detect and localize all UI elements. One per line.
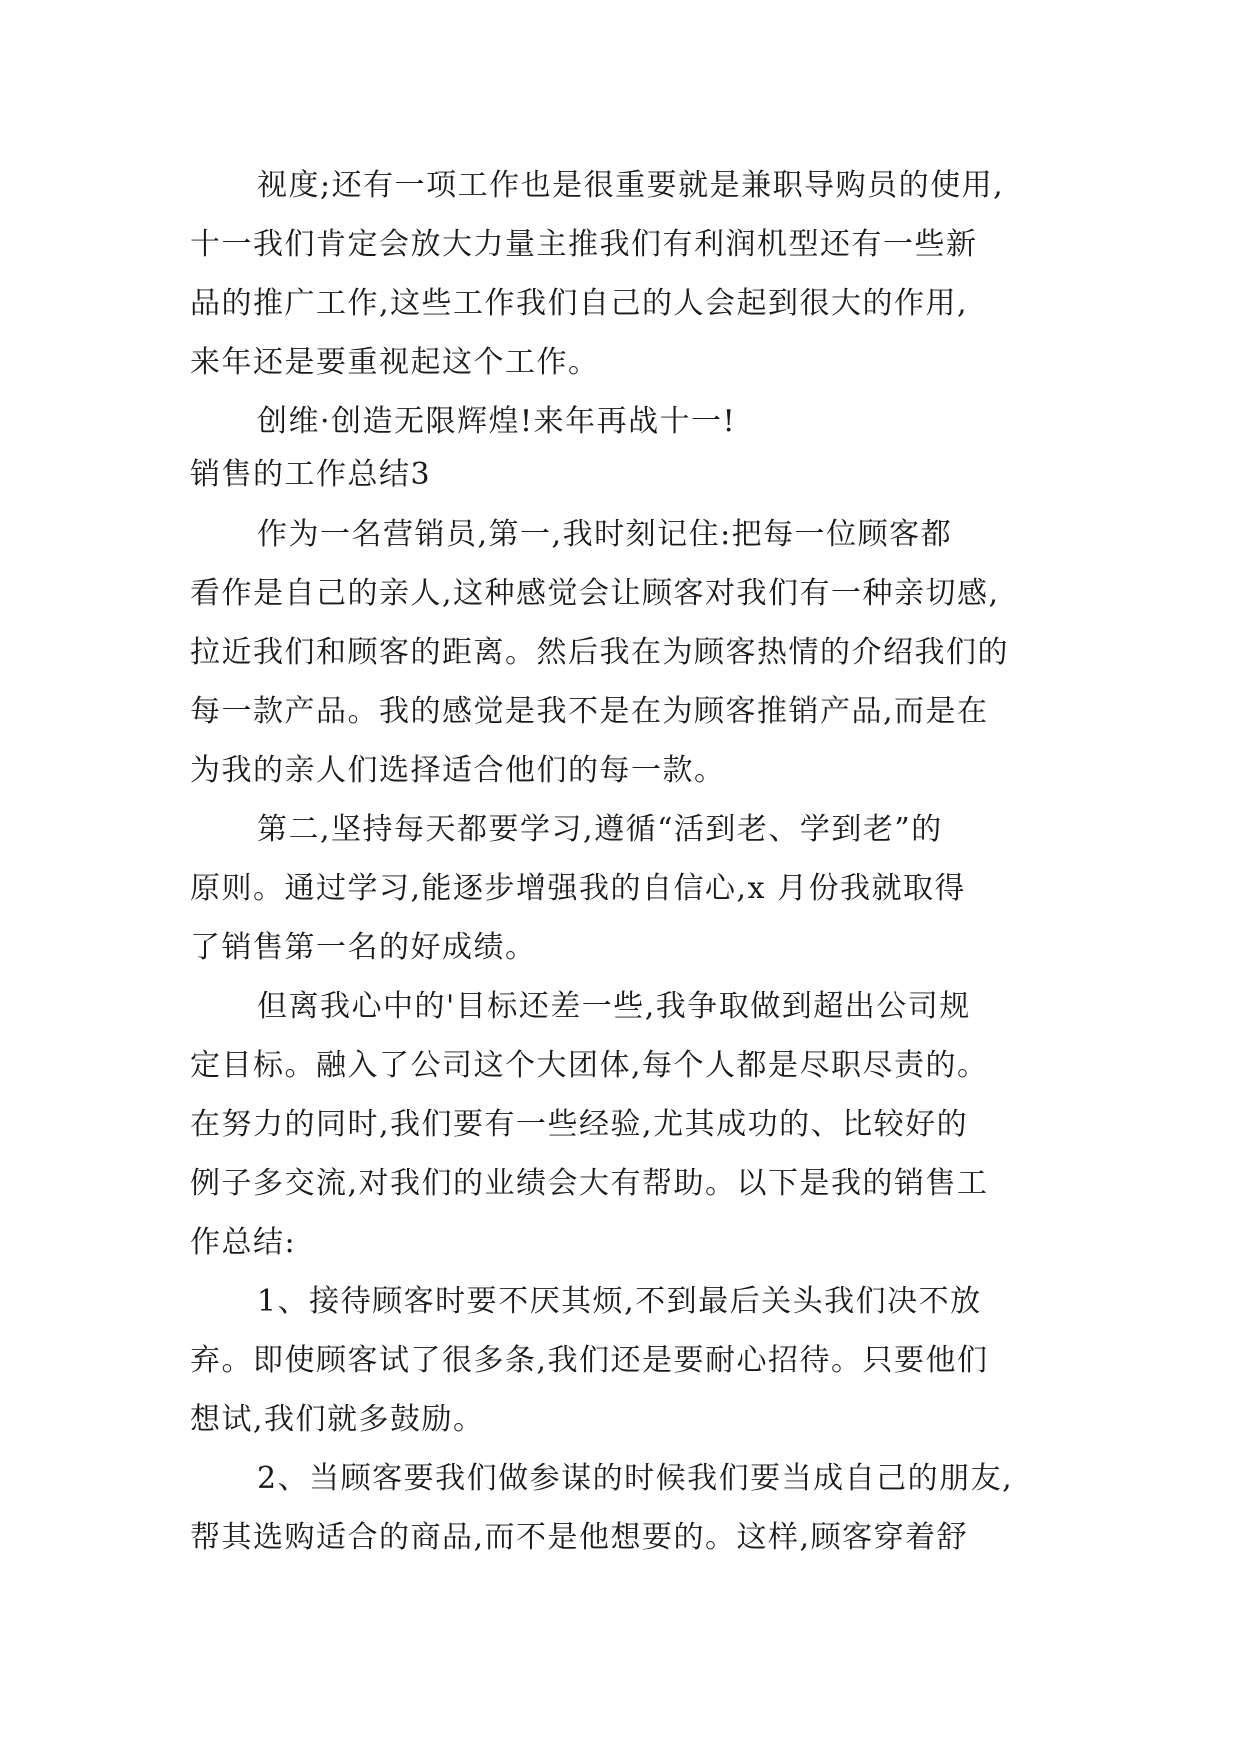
text-line: 为我的亲人们选择适合他们的每一款。 <box>190 753 726 788</box>
text-line: 但离我心中的'目标还差一些,我争取做到超出公司规 <box>257 989 971 1024</box>
text-line: 十一我们肯定会放大力量主推我们有利润机型还有一些新 <box>190 227 978 262</box>
text-line: 1、接待顾客时要不厌其烦,不到最后关头我们决不放 <box>257 1284 982 1319</box>
text-line: 作为一名营销员,第一,我时刻记住:把每一位顾客都 <box>257 517 953 552</box>
text-line: 想试,我们就多鼓励。 <box>190 1402 485 1437</box>
text-line: 2、当顾客要我们做参谋的时候我们要当成自己的朋友, <box>257 1461 1014 1496</box>
text-line: 帮其选购适合的商品,而不是他想要的。这样,顾客穿着舒 <box>190 1520 969 1555</box>
text-line: 例子多交流,对我们的业绩会大有帮助。以下是我的销售工 <box>190 1166 989 1201</box>
text-line: 在努力的同时,我们要有一些经验,尤其成功的、比较好的 <box>190 1107 969 1142</box>
text-line: 原则。通过学习,能逐步增强我的自信心,x 月份我就取得 <box>190 871 967 906</box>
section-heading: 销售的工作总结3 <box>190 457 432 492</box>
text-line: 创维·创造无限辉煌!来年再战十一! <box>257 404 737 439</box>
text-line: 弃。即使顾客试了很多条,我们还是要耐心招待。只要他们 <box>190 1343 989 1378</box>
text-line: 来年还是要重视起这个工作。 <box>190 345 600 380</box>
text-line: 每一款产品。我的感觉是我不是在为顾客推销产品,而是在 <box>190 694 989 729</box>
text-line: 定目标。融入了公司这个大团体,每个人都是尽职尽责的。 <box>190 1048 989 1083</box>
text-line: 第二,坚持每天都要学习,遵循“活到老、学到老”的 <box>257 812 943 847</box>
text-line: 视度;还有一项工作也是很重要就是兼职导购员的使用, <box>257 168 1005 203</box>
text-line: 作总结: <box>190 1225 297 1260</box>
text-line: 品的推广工作,这些工作我们自己的人会起到很大的作用, <box>190 286 969 321</box>
text-line: 了销售第一名的好成绩。 <box>190 930 537 965</box>
text-line: 拉近我们和顾客的距离。然后我在为顾客热情的介绍我们的 <box>190 635 1009 670</box>
text-line: 看作是自己的亲人,这种感觉会让顾客对我们有一种亲切感, <box>190 576 1000 611</box>
